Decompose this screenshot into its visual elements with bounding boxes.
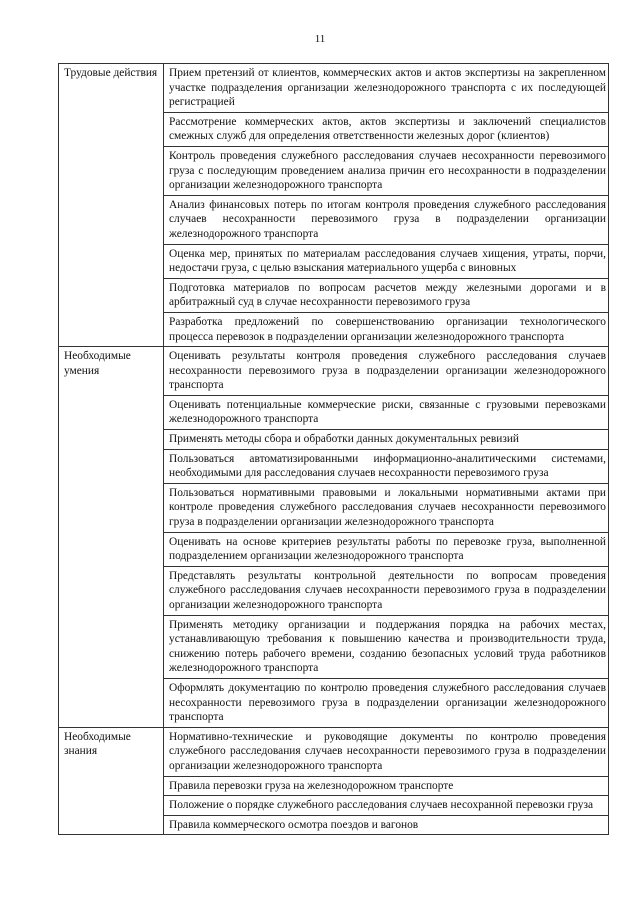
section-label-cell xyxy=(59,796,164,816)
requirement-item: Оформлять документацию по контролю проведения служебного расследования случаев несохранности перевозимого груза в подразделении организации железнодорожного транспорта xyxy=(164,678,609,727)
requirement-item: Пользоваться автоматизированными информационно-аналитическими системами, необходимыми для расследования случаев несохранности перевозимого груза xyxy=(164,449,609,483)
requirements-table-body xyxy=(59,64,609,835)
section-label-cell xyxy=(59,532,164,566)
requirement-item: Оценивать на основе критериев результаты работы по перевозке груза, выполненной подразделением организации железнодорожного транспорта xyxy=(164,532,609,566)
section-label-cell xyxy=(59,112,164,146)
requirement-item: Представлять результаты контрольной деятельности по вопросам проведения служебного расследования случаев несохранности перевозимого груза в подразделении организации железнодорожного транспорта xyxy=(164,566,609,615)
table-row xyxy=(59,195,609,244)
section-label-cell xyxy=(59,395,164,429)
table-row xyxy=(59,64,609,113)
table-row xyxy=(59,727,609,776)
requirement-item: Правила коммерческого осмотра поездов и вагонов xyxy=(164,815,609,835)
table-row xyxy=(59,815,609,835)
table-row xyxy=(59,430,609,450)
table-row xyxy=(59,278,609,312)
table-row xyxy=(59,449,609,483)
table-row xyxy=(59,347,609,396)
requirement-item: Оценивать результаты контроля проведения служебного расследования случаев несохранности перевозимого груза в подразделении организации железнодорожного транспорта xyxy=(164,347,609,396)
requirement-item: Анализ финансовых потерь по итогам контроля проведения служебного расследования случаев несохранности перевозимого груза в подразделении организации железнодорожного транспорта xyxy=(164,195,609,244)
requirement-item: Нормативно-технические и руководящие документы по контролю проведения служебного расследования случаев несохранности перевозимого груза в подразделении организации железнодорожного транспорта xyxy=(164,727,609,776)
requirement-item: Пользоваться нормативными правовыми и локальными нормативными актами при контроле проведения служебного расследования случаев несохранности перевозимого груза в подразделении организации железнодорожного транспорта xyxy=(164,483,609,532)
requirement-item: Применять методику организации и поддержания порядка на рабочих местах, устанавливающую требования к повышению качества и производительности труда, снижению потерь рабочего времени, созданию безопасных условий труда работников железнодорожного транспорта xyxy=(164,615,609,678)
table-row xyxy=(59,244,609,278)
table-row xyxy=(59,678,609,727)
section-label-cell xyxy=(59,195,164,244)
requirement-item: Разработка предложений по совершенствованию организации технологического процесса перевозок в подразделении организации железнодорожного транспорта xyxy=(164,312,609,346)
section-label-cell xyxy=(59,615,164,678)
section-label-cell xyxy=(59,776,164,796)
table-row xyxy=(59,776,609,796)
page-number: 11 xyxy=(314,33,326,45)
table-row xyxy=(59,615,609,678)
table-row xyxy=(59,146,609,195)
table-row xyxy=(59,532,609,566)
requirement-item: Рассмотрение коммерческих актов, актов экспертизы и заключений специалистов смежных служб для определения ответственности железных дорог (клиентов) xyxy=(164,112,609,146)
section-label-cell xyxy=(59,430,164,450)
section-label-cell xyxy=(59,146,164,195)
requirement-item: Подготовка материалов по вопросам расчетов между железными дорогами и в арбитражный суд в случае несохранности перевозимого груза xyxy=(164,278,609,312)
table-row xyxy=(59,796,609,816)
requirement-item: Оценивать потенциальные коммерческие риски, связанные с грузовыми перевозками железнодорожного транспорта xyxy=(164,395,609,429)
section-label-cell xyxy=(59,483,164,532)
section-label-cell xyxy=(59,678,164,727)
requirement-item: Правила перевозки груза на железнодорожном транспорте xyxy=(164,776,609,796)
table-row xyxy=(59,483,609,532)
section-label-cell xyxy=(59,566,164,615)
requirement-item: Прием претензий от клиентов, коммерческих актов и актов экспертизы на закрепленном участке подразделения организации железнодорожного транспорта с их последующей регистрацией xyxy=(164,64,609,113)
section-label-cell xyxy=(59,312,164,346)
table-row xyxy=(59,112,609,146)
section-label-cell: Необходимые знания xyxy=(59,727,164,776)
table-row xyxy=(59,395,609,429)
section-label-cell xyxy=(59,815,164,835)
requirement-item: Контроль проведения служебного расследования случаев несохранности перевозимого груза с последующим проведением анализа причин его несохранности в подразделении организации железнодорожного транспорта xyxy=(164,146,609,195)
section-label-cell: Трудовые действия xyxy=(59,64,164,113)
requirement-item: Оценка мер, принятых по материалам расследования случаев хищения, утраты, порчи, недостачи груза, с целью взыскания материального ущерба с виновных xyxy=(164,244,609,278)
section-label-cell: Необходимые умения xyxy=(59,347,164,396)
section-label-cell xyxy=(59,278,164,312)
table-row xyxy=(59,312,609,346)
requirement-item: Положение о порядке служебного расследования случаев несохранной перевозки груза xyxy=(164,796,609,816)
requirement-item: Применять методы сбора и обработки данных документальных ревизий xyxy=(164,430,609,450)
section-label-cell xyxy=(59,244,164,278)
requirements-table xyxy=(58,63,609,835)
section-label-cell xyxy=(59,449,164,483)
table-row xyxy=(59,566,609,615)
